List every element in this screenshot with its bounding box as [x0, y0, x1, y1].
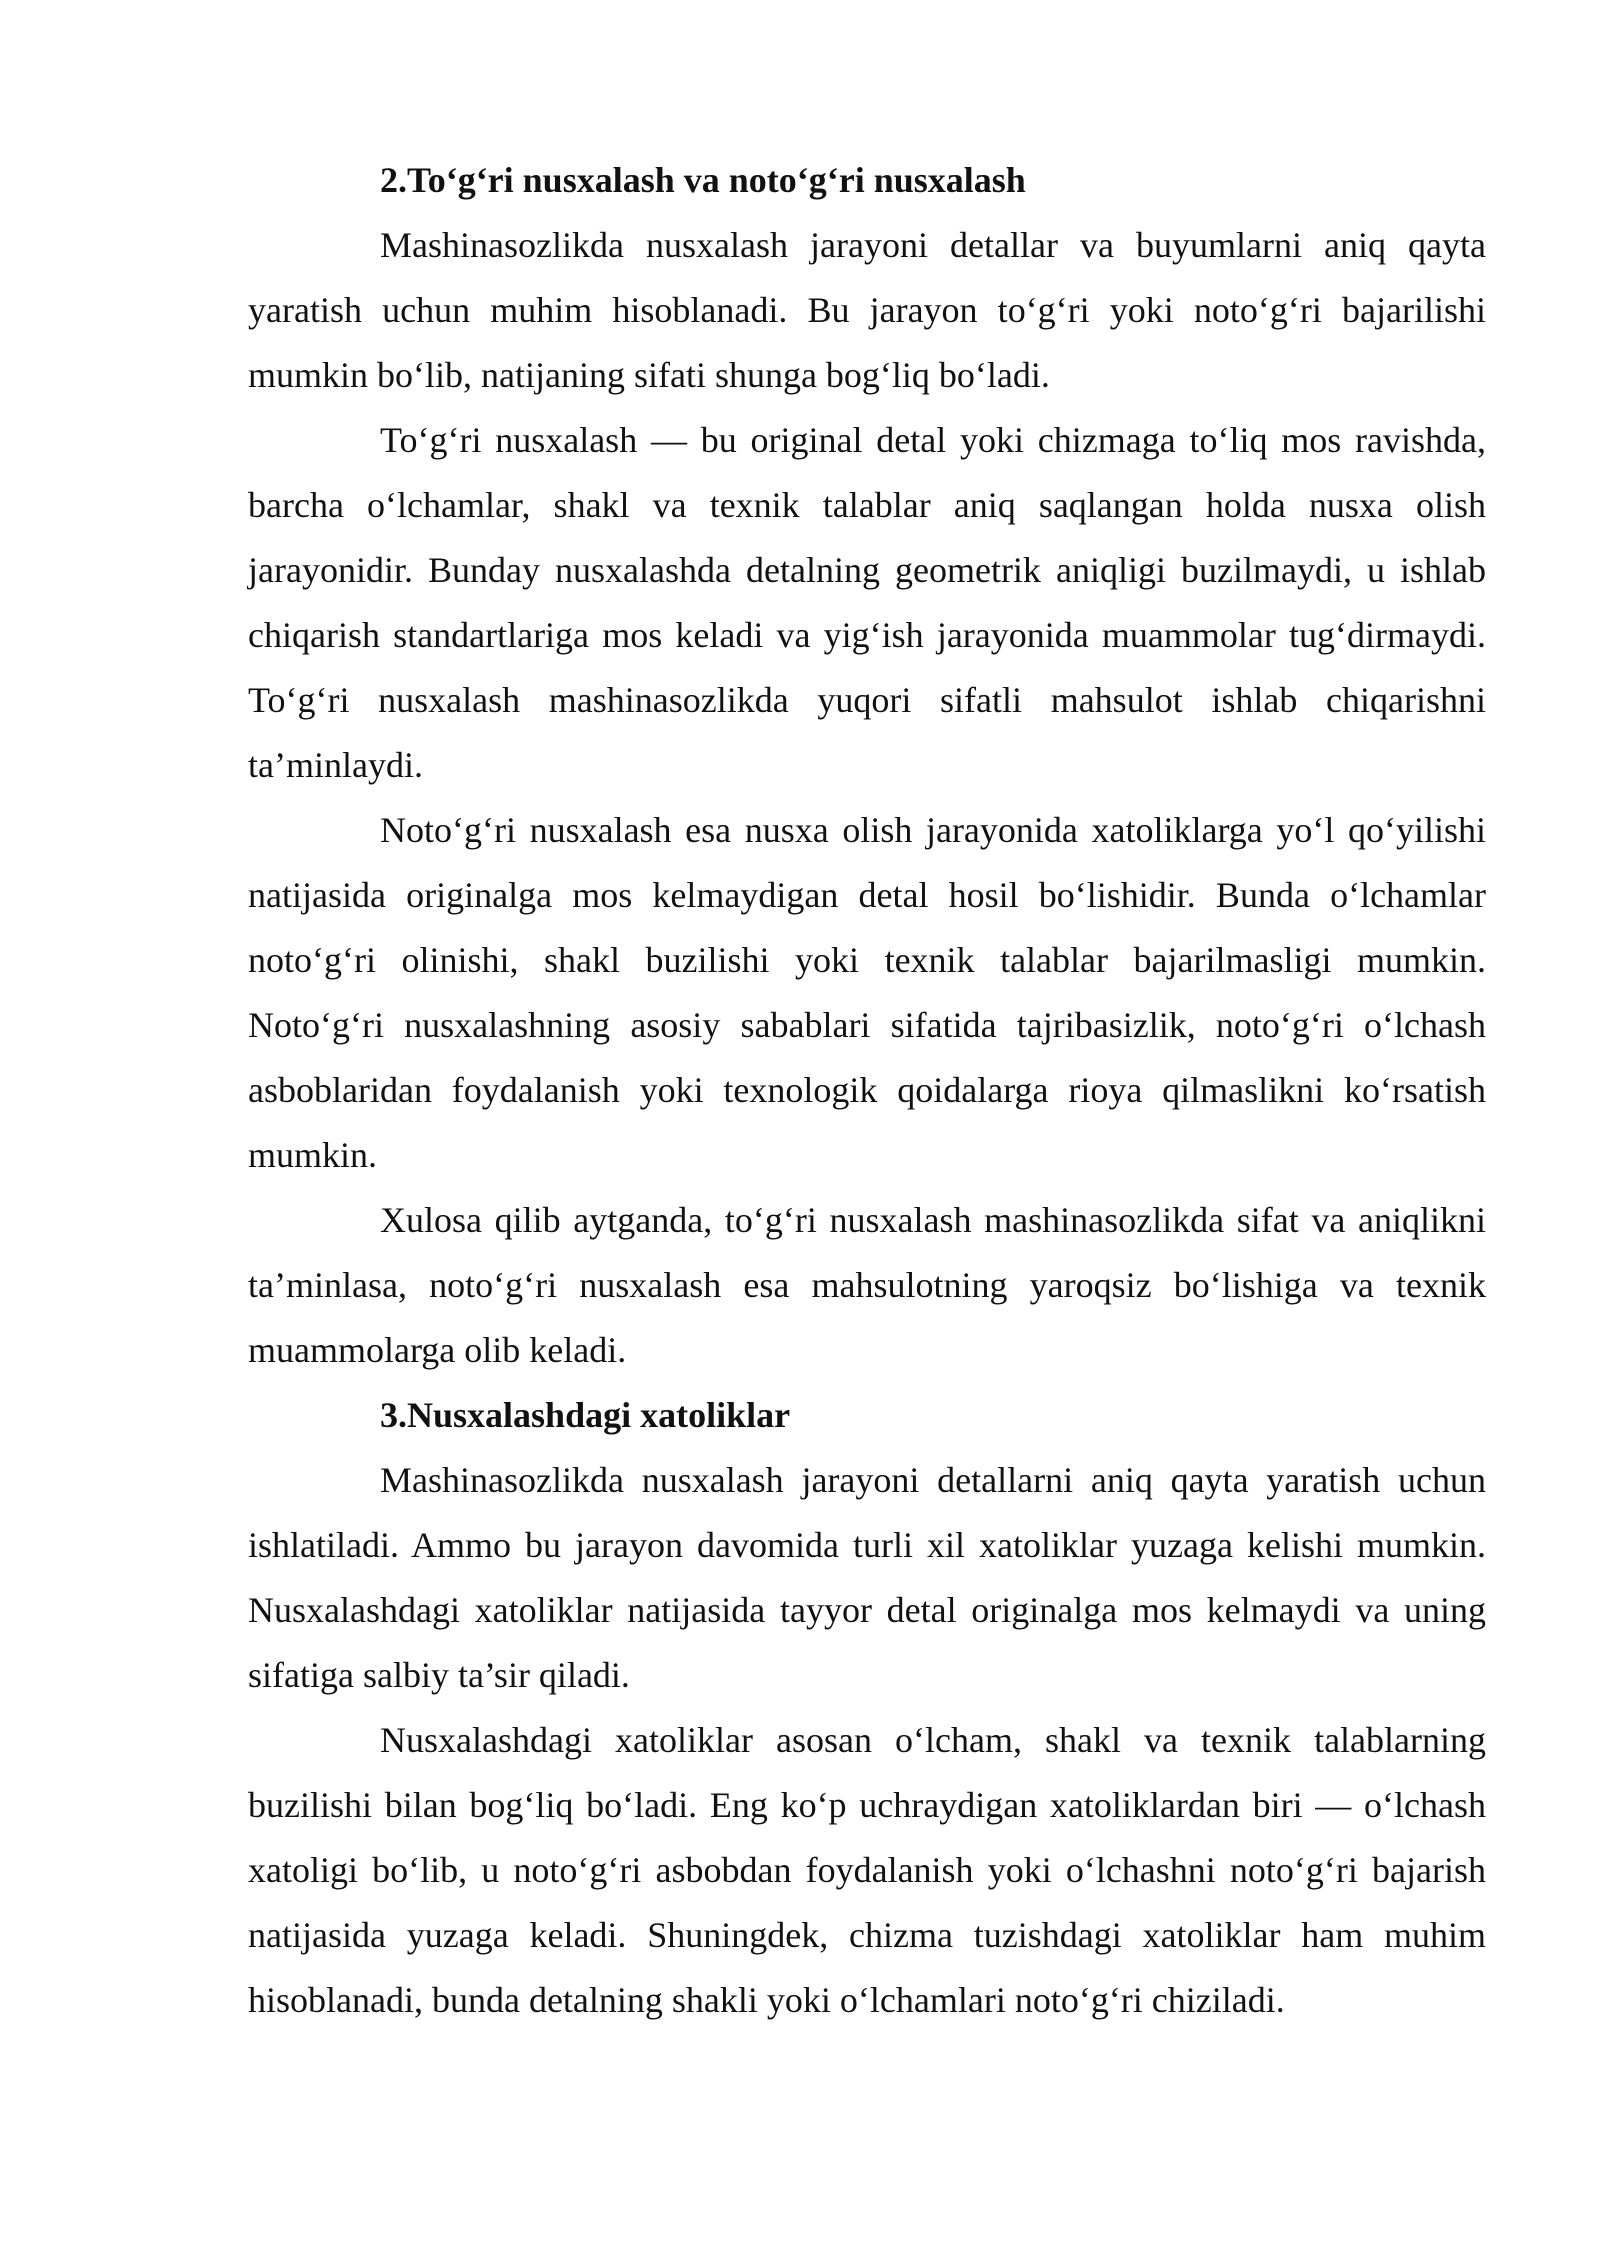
section-2-paragraph-1: Mashinasozlikda nusxalash jarayoni detallar va buyumlarni aniq qayta yaratish uchun muhim hisoblanadi. Bu jarayon to‘g‘ri yoki noto‘g‘ri bajarilishi mumkin bo‘lib, natijaning sifati shunga bog‘liq bo‘ladi.: [248, 225, 1486, 395]
section-3-heading: 3.Nusxalashdagi xatoliklar: [380, 1395, 791, 1435]
section-2-heading: 2.To‘g‘ri nusxalash va noto‘g‘ri nusxalash: [380, 160, 1026, 200]
section-3-paragraph-1: Mashinasozlikda nusxalash jarayoni detallarni aniq qayta yaratish uchun ishlatiladi. Ammo bu jarayon davomida turli xil xatoliklar yuzaga kelishi mumkin. Nusxalashdagi xatoliklar natijasida tayyor detal originalga mos kelmaydi va uning sifatiga salbiy ta’sir qiladi.: [248, 1460, 1486, 1695]
document-body: [248, 148, 1486, 2033]
section-2-paragraph-3: Noto‘g‘ri nusxalash esa nusxa olish jarayonida xatoliklarga yo‘l qo‘yilishi natijasida originalga mos kelmaydigan detal hosil bo‘lishidir. Bunda o‘lchamlar noto‘g‘ri olinishi, shakl buzilishi yoki texnik talablar bajarilmasligi mumkin. Noto‘g‘ri nusxalashning asosiy sabablari sifatida tajribasizlik, noto‘g‘ri o‘lchash asboblaridan foydalanish yoki texnologik qoidalarga rioya qilmaslikni ko‘rsatish mumkin.: [248, 810, 1486, 1175]
section-2-paragraph-2: To‘g‘ri nusxalash — bu original detal yoki chizmaga to‘liq mos ravishda, barcha o‘lchamlar, shakl va texnik talablar aniq saqlangan holda nusxa olish jarayonidir. Bunday nusxalashda detalning geometrik aniqligi buzilmaydi, u ishlab chiqarish standartlariga mos keladi va yig‘ish jarayonida muammolar tug‘dirmaydi. To‘g‘ri nusxalash mashinasozlikda yuqori sifatli mahsulot ishlab chiqarishni ta’minlaydi.: [248, 420, 1486, 785]
section-3-paragraph-2: Nusxalashdagi xatoliklar asosan o‘lcham, shakl va texnik talablarning buzilishi bilan bog‘liq bo‘ladi. Eng ko‘p uchraydigan xatoliklardan biri — o‘lchash xatoligi bo‘lib, u noto‘g‘ri asbobdan foydalanish yoki o‘lchashni noto‘g‘ri bajarish natijasida yuzaga keladi. Shuningdek, chizma tuzishdagi xatoliklar ham muhim hisoblanadi, bunda detalning shakli yoki o‘lchamlari noto‘g‘ri chiziladi.: [248, 1720, 1486, 2020]
section-2-paragraph-4: Xulosa qilib aytganda, to‘g‘ri nusxalash mashinasozlikda sifat va aniqlikni ta’minlasa, noto‘g‘ri nusxalash esa mahsulotning yaroqsiz bo‘lishiga va texnik muammolarga olib keladi.: [248, 1200, 1486, 1370]
